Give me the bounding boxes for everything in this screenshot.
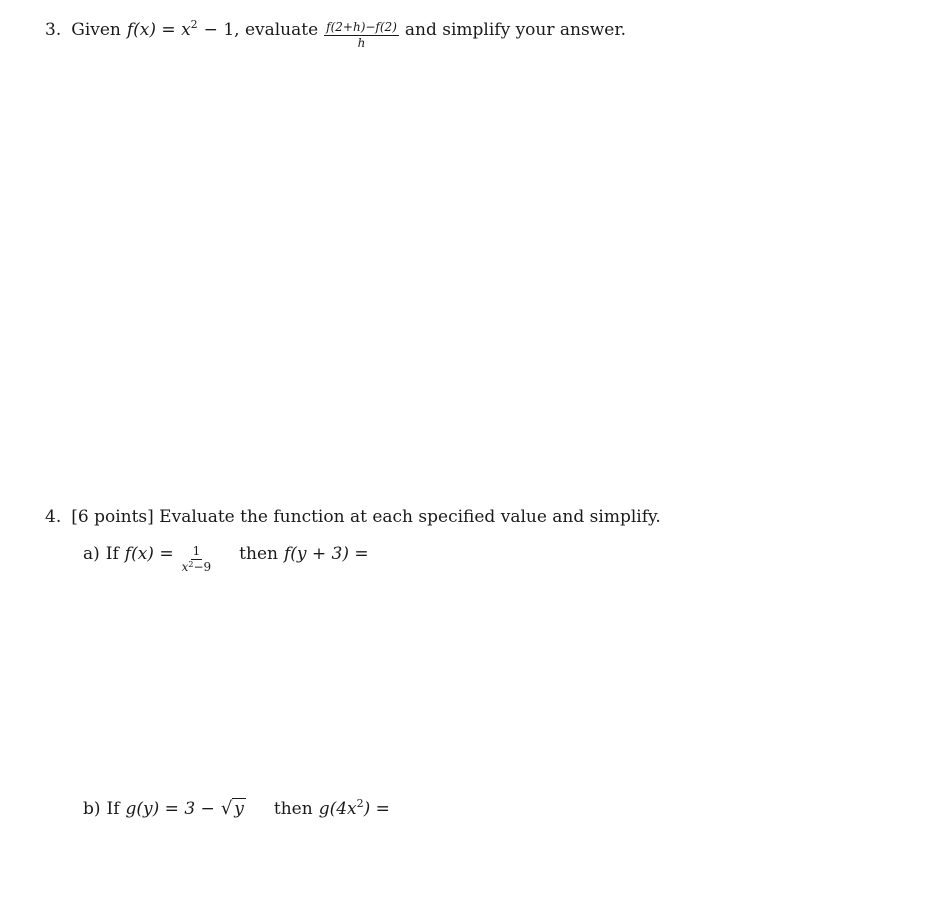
radicand: y <box>234 799 244 819</box>
difference-quotient <box>324 21 399 49</box>
square-root: √ y <box>220 798 244 819</box>
question-number: 3. <box>45 20 62 40</box>
function-rest: − 1, evaluate <box>203 20 319 40</box>
question-3 <box>45 18 626 53</box>
fraction-denominator: $x^2-9$ <box>181 559 212 574</box>
then-label: then <box>239 544 278 564</box>
evaluation-target: $g(4x^2)$ = <box>318 797 390 819</box>
function-definition: f(x) = <box>124 544 174 564</box>
function-definition: g(y) = 3 − <box>125 799 215 819</box>
fraction-denominator: h <box>357 35 366 50</box>
function-definition: $f(x) = x^2$ <box>126 18 198 40</box>
question-text: [6 points] Evaluate the function at each specified value and simplify. <box>71 507 661 527</box>
part-a <box>83 544 369 577</box>
question-lead: Given <box>71 20 121 40</box>
part-b <box>83 797 390 819</box>
evaluation-target: f(y + 3) = <box>283 544 369 564</box>
part-lead: If <box>106 799 120 819</box>
question-4 <box>45 507 661 527</box>
part-lead: If <box>105 544 119 564</box>
function-fraction <box>180 545 214 573</box>
then-label: then <box>273 799 313 819</box>
fraction-numerator: 1 <box>192 544 201 558</box>
question-number: 4. <box>45 507 62 527</box>
fraction-numerator: f(2+h)−f(2) <box>326 20 397 34</box>
part-label: a) <box>83 544 100 564</box>
question-tail: and simplify your answer. <box>404 20 626 40</box>
part-label: b) <box>83 799 101 819</box>
